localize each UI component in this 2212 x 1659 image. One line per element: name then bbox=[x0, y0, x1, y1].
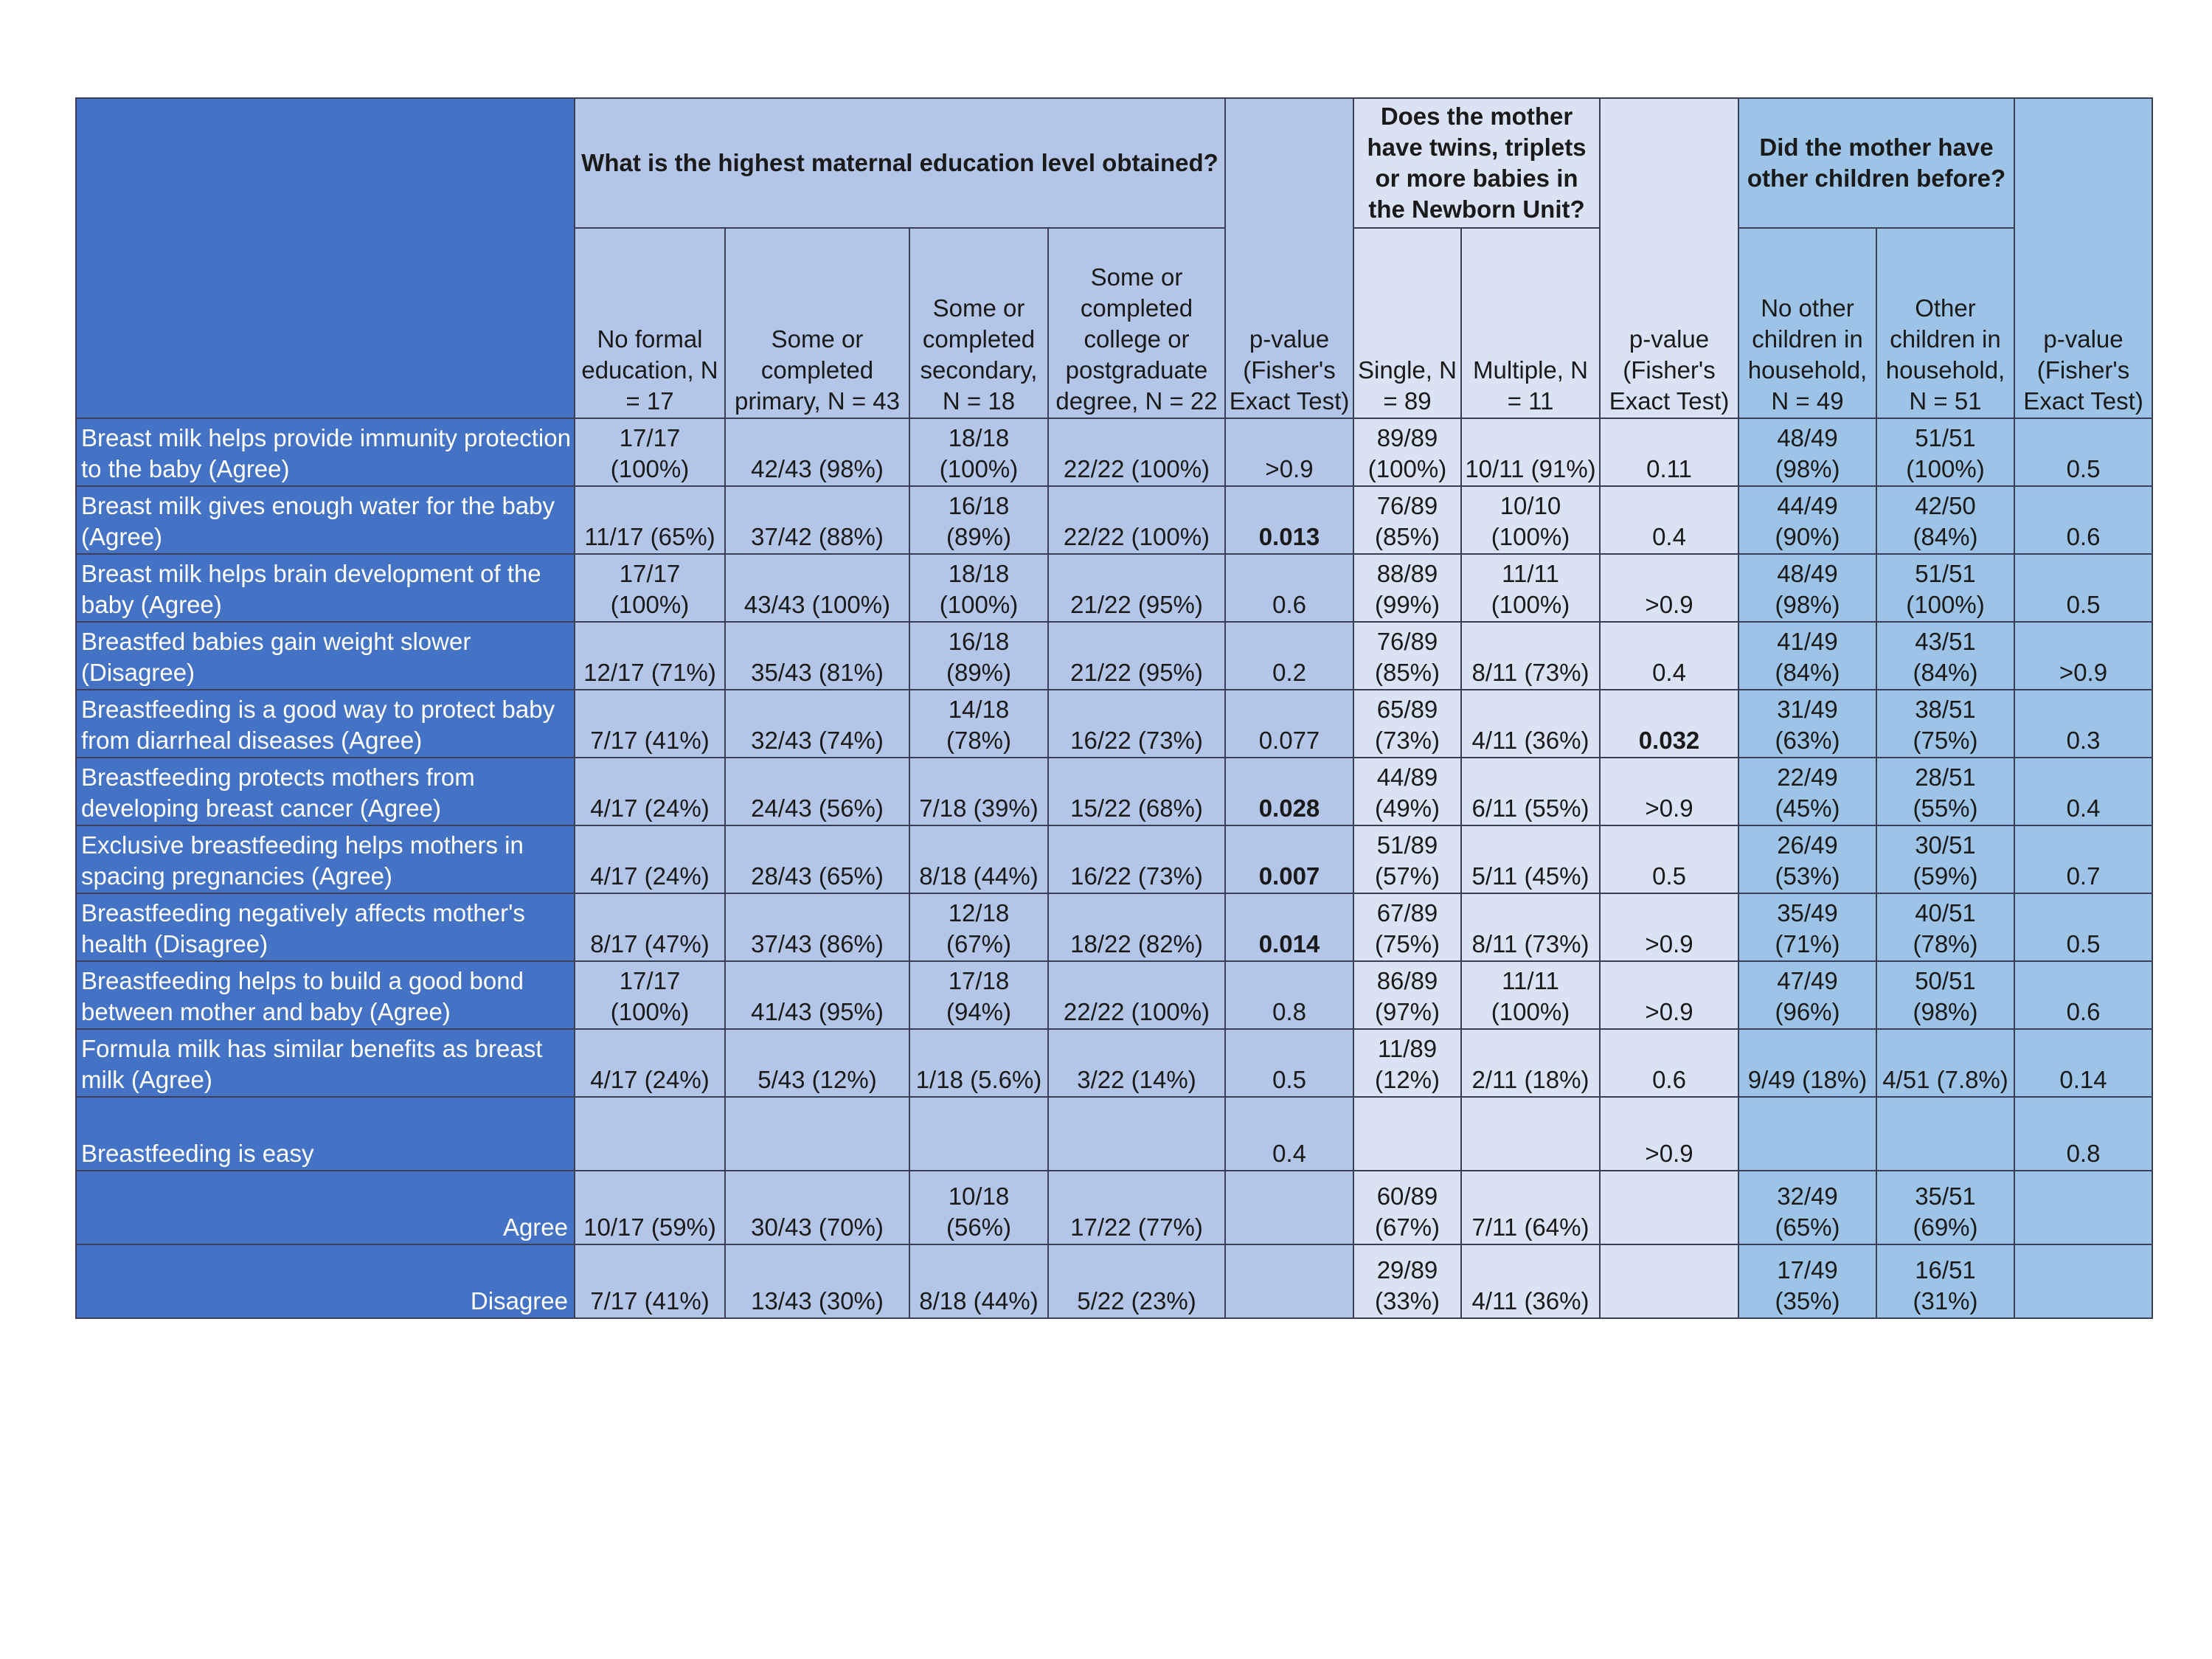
table-row bbox=[76, 825, 2152, 893]
cell-multiple: 11/11 (100%) bbox=[1461, 961, 1600, 1029]
cell-college: 18/22 (82%) bbox=[1048, 893, 1225, 961]
row-label: Breastfeeding is easy bbox=[76, 1097, 575, 1171]
table-row bbox=[76, 1244, 2152, 1318]
p-value-cell-p-other: 0.6 bbox=[2014, 486, 2152, 554]
p-value-cell-p-other: 0.7 bbox=[2014, 825, 2152, 893]
cell-college: 16/22 (73%) bbox=[1048, 825, 1225, 893]
cell-primary: 28/43 (65%) bbox=[725, 825, 909, 893]
cell-multiple: 5/11 (45%) bbox=[1461, 825, 1600, 893]
cell-no-other: 31/49 (63%) bbox=[1738, 690, 1876, 758]
cell-single: 86/89 (97%) bbox=[1353, 961, 1461, 1029]
cell-no-formal: 4/17 (24%) bbox=[575, 758, 725, 825]
cell-secondary: 8/18 (44%) bbox=[909, 1244, 1048, 1318]
col-header-college: Some or completed college or postgraduate degree, N = 22 bbox=[1048, 228, 1225, 418]
p-value-cell-p-other: 0.4 bbox=[2014, 758, 2152, 825]
row-label: Breast milk helps provide immunity protection to the baby (Agree) bbox=[76, 418, 575, 486]
cell-multiple: 4/11 (36%) bbox=[1461, 690, 1600, 758]
p-value-cell-p-other: 0.5 bbox=[2014, 418, 2152, 486]
p-value-cell-p-edu: 0.2 bbox=[1225, 622, 1353, 690]
p-value-cell-p-edu: 0.014 bbox=[1225, 893, 1353, 961]
p-value-cell-p-other: >0.9 bbox=[2014, 622, 2152, 690]
table-row bbox=[76, 486, 2152, 554]
cell-single: 67/89 (75%) bbox=[1353, 893, 1461, 961]
p-value-cell-p-twins: 0.032 bbox=[1600, 690, 1738, 758]
cell-no-formal bbox=[575, 1097, 725, 1171]
p-value-cell-p-edu: 0.077 bbox=[1225, 690, 1353, 758]
cell-no-formal: 11/17 (65%) bbox=[575, 486, 725, 554]
cell-no-formal: 17/17 (100%) bbox=[575, 554, 725, 622]
cell-no-formal: 12/17 (71%) bbox=[575, 622, 725, 690]
cell-college bbox=[1048, 1097, 1225, 1171]
cell-no-formal: 7/17 (41%) bbox=[575, 690, 725, 758]
group-header-twins: Does the mother have twins, triplets or more babies in the Newborn Unit? bbox=[1353, 98, 1600, 228]
cell-single: 11/89 (12%) bbox=[1353, 1029, 1461, 1097]
p-value-cell-p-other: 0.5 bbox=[2014, 893, 2152, 961]
cell-no-formal: 4/17 (24%) bbox=[575, 1029, 725, 1097]
p-value-cell-p-other: 0.8 bbox=[2014, 1097, 2152, 1171]
cell-college: 17/22 (77%) bbox=[1048, 1171, 1225, 1244]
cell-secondary: 1/18 (5.6%) bbox=[909, 1029, 1048, 1097]
p-value-cell-p-twins: 0.6 bbox=[1600, 1029, 1738, 1097]
cell-college: 22/22 (100%) bbox=[1048, 961, 1225, 1029]
col-header-single: Single, N = 89 bbox=[1353, 228, 1461, 418]
cell-other: 50/51 (98%) bbox=[1876, 961, 2014, 1029]
p-value-cell-p-twins: >0.9 bbox=[1600, 893, 1738, 961]
cell-secondary: 12/18 (67%) bbox=[909, 893, 1048, 961]
cell-no-other: 44/49 (90%) bbox=[1738, 486, 1876, 554]
table-row bbox=[76, 758, 2152, 825]
p-value-cell-p-other: 0.5 bbox=[2014, 554, 2152, 622]
cell-other: 16/51 (31%) bbox=[1876, 1244, 2014, 1318]
cell-single bbox=[1353, 1097, 1461, 1171]
table-row bbox=[76, 961, 2152, 1029]
p-value-cell-p-edu: 0.6 bbox=[1225, 554, 1353, 622]
cell-other: 30/51 (59%) bbox=[1876, 825, 2014, 893]
p-value-cell-p-twins bbox=[1600, 1171, 1738, 1244]
cell-single: 76/89 (85%) bbox=[1353, 622, 1461, 690]
row-label: Disagree bbox=[76, 1244, 575, 1318]
cell-no-other: 26/49 (53%) bbox=[1738, 825, 1876, 893]
cell-multiple: 4/11 (36%) bbox=[1461, 1244, 1600, 1318]
col-header-secondary: Some or completed secondary, N = 18 bbox=[909, 228, 1048, 418]
cell-secondary: 18/18 (100%) bbox=[909, 418, 1048, 486]
cell-secondary: 16/18 (89%) bbox=[909, 622, 1048, 690]
p-value-cell-p-twins: >0.9 bbox=[1600, 554, 1738, 622]
col-header-other: Other children in household, N = 51 bbox=[1876, 228, 2014, 418]
cell-primary: 5/43 (12%) bbox=[725, 1029, 909, 1097]
cell-other: 4/51 (7.8%) bbox=[1876, 1029, 2014, 1097]
cell-single: 44/89 (49%) bbox=[1353, 758, 1461, 825]
p-value-cell-p-twins: 0.11 bbox=[1600, 418, 1738, 486]
p-value-cell-p-twins: >0.9 bbox=[1600, 961, 1738, 1029]
cell-secondary: 14/18 (78%) bbox=[909, 690, 1048, 758]
table-row bbox=[76, 690, 2152, 758]
table-body bbox=[76, 418, 2152, 1318]
cell-college: 22/22 (100%) bbox=[1048, 418, 1225, 486]
cell-primary: 32/43 (74%) bbox=[725, 690, 909, 758]
cell-college: 5/22 (23%) bbox=[1048, 1244, 1225, 1318]
row-label: Breast milk helps brain development of the baby (Agree) bbox=[76, 554, 575, 622]
cell-college: 15/22 (68%) bbox=[1048, 758, 1225, 825]
cell-multiple bbox=[1461, 1097, 1600, 1171]
cell-primary: 30/43 (70%) bbox=[725, 1171, 909, 1244]
cell-no-other: 22/49 (45%) bbox=[1738, 758, 1876, 825]
cell-no-other: 35/49 (71%) bbox=[1738, 893, 1876, 961]
cell-college: 3/22 (14%) bbox=[1048, 1029, 1225, 1097]
cell-other: 28/51 (55%) bbox=[1876, 758, 2014, 825]
p-value-cell-p-edu bbox=[1225, 1171, 1353, 1244]
cell-secondary bbox=[909, 1097, 1048, 1171]
cell-college: 21/22 (95%) bbox=[1048, 554, 1225, 622]
cell-multiple: 10/11 (91%) bbox=[1461, 418, 1600, 486]
p-value-cell-p-edu: 0.013 bbox=[1225, 486, 1353, 554]
p-value-cell-p-edu: 0.028 bbox=[1225, 758, 1353, 825]
row-label: Breastfeeding helps to build a good bond between mother and baby (Agree) bbox=[76, 961, 575, 1029]
cell-primary: 37/43 (86%) bbox=[725, 893, 909, 961]
p-value-cell-p-edu: 0.8 bbox=[1225, 961, 1353, 1029]
row-label: Breastfeeding is a good way to protect baby from diarrheal diseases (Agree) bbox=[76, 690, 575, 758]
p-value-cell-p-edu: 0.4 bbox=[1225, 1097, 1353, 1171]
cell-single: 51/89 (57%) bbox=[1353, 825, 1461, 893]
results-table bbox=[75, 97, 2153, 1319]
p-value-cell-p-other: 0.3 bbox=[2014, 690, 2152, 758]
cell-other bbox=[1876, 1097, 2014, 1171]
cell-other: 43/51 (84%) bbox=[1876, 622, 2014, 690]
cell-no-other: 48/49 (98%) bbox=[1738, 554, 1876, 622]
cell-primary: 35/43 (81%) bbox=[725, 622, 909, 690]
row-label: Breastfeeding protects mothers from developing breast cancer (Agree) bbox=[76, 758, 575, 825]
cell-multiple: 11/11 (100%) bbox=[1461, 554, 1600, 622]
cell-no-formal: 17/17 (100%) bbox=[575, 418, 725, 486]
cell-secondary: 16/18 (89%) bbox=[909, 486, 1048, 554]
row-label: Exclusive breastfeeding helps mothers in spacing pregnancies (Agree) bbox=[76, 825, 575, 893]
col-header-no-other: No other children in household, N = 49 bbox=[1738, 228, 1876, 418]
cell-no-formal: 17/17 (100%) bbox=[575, 961, 725, 1029]
cell-no-other: 17/49 (35%) bbox=[1738, 1244, 1876, 1318]
col-header-multiple: Multiple, N = 11 bbox=[1461, 228, 1600, 418]
cell-single: 76/89 (85%) bbox=[1353, 486, 1461, 554]
p-value-cell-p-other: 0.14 bbox=[2014, 1029, 2152, 1097]
p-value-cell-p-edu: >0.9 bbox=[1225, 418, 1353, 486]
table-row bbox=[76, 554, 2152, 622]
row-label: Breast milk gives enough water for the baby (Agree) bbox=[76, 486, 575, 554]
table-row bbox=[76, 418, 2152, 486]
cell-primary: 41/43 (95%) bbox=[725, 961, 909, 1029]
cell-single: 60/89 (67%) bbox=[1353, 1171, 1461, 1244]
table-row bbox=[76, 1171, 2152, 1244]
cell-primary: 43/43 (100%) bbox=[725, 554, 909, 622]
col-header-p-other: p-value (Fisher's Exact Test) bbox=[2014, 98, 2152, 418]
cell-single: 88/89 (99%) bbox=[1353, 554, 1461, 622]
cell-primary bbox=[725, 1097, 909, 1171]
table-row bbox=[76, 1029, 2152, 1097]
col-header-no-formal: No formal education, N = 17 bbox=[575, 228, 725, 418]
row-label: Formula milk has similar benefits as breast milk (Agree) bbox=[76, 1029, 575, 1097]
row-label: Agree bbox=[76, 1171, 575, 1244]
cell-secondary: 7/18 (39%) bbox=[909, 758, 1048, 825]
cell-secondary: 10/18 (56%) bbox=[909, 1171, 1048, 1244]
cell-no-other: 47/49 (96%) bbox=[1738, 961, 1876, 1029]
cell-multiple: 2/11 (18%) bbox=[1461, 1029, 1600, 1097]
corner-header-cell bbox=[76, 98, 575, 418]
col-header-p-twins: p-value (Fisher's Exact Test) bbox=[1600, 98, 1738, 418]
cell-no-formal: 7/17 (41%) bbox=[575, 1244, 725, 1318]
cell-other: 51/51 (100%) bbox=[1876, 554, 2014, 622]
cell-secondary: 17/18 (94%) bbox=[909, 961, 1048, 1029]
p-value-cell-p-twins: 0.4 bbox=[1600, 486, 1738, 554]
cell-other: 38/51 (75%) bbox=[1876, 690, 2014, 758]
cell-no-formal: 4/17 (24%) bbox=[575, 825, 725, 893]
p-value-cell-p-edu bbox=[1225, 1244, 1353, 1318]
cell-multiple: 6/11 (55%) bbox=[1461, 758, 1600, 825]
cell-multiple: 8/11 (73%) bbox=[1461, 893, 1600, 961]
cell-other: 51/51 (100%) bbox=[1876, 418, 2014, 486]
cell-college: 16/22 (73%) bbox=[1048, 690, 1225, 758]
p-value-cell-p-twins: >0.9 bbox=[1600, 1097, 1738, 1171]
cell-no-formal: 8/17 (47%) bbox=[575, 893, 725, 961]
cell-multiple: 10/10 (100%) bbox=[1461, 486, 1600, 554]
cell-other: 35/51 (69%) bbox=[1876, 1171, 2014, 1244]
row-label: Breastfed babies gain weight slower (Disagree) bbox=[76, 622, 575, 690]
cell-secondary: 8/18 (44%) bbox=[909, 825, 1048, 893]
p-value-cell-p-twins: 0.4 bbox=[1600, 622, 1738, 690]
p-value-cell-p-other: 0.6 bbox=[2014, 961, 2152, 1029]
cell-multiple: 7/11 (64%) bbox=[1461, 1171, 1600, 1244]
cell-no-formal: 10/17 (59%) bbox=[575, 1171, 725, 1244]
cell-primary: 24/43 (56%) bbox=[725, 758, 909, 825]
cell-single: 29/89 (33%) bbox=[1353, 1244, 1461, 1318]
p-value-cell-p-other bbox=[2014, 1244, 2152, 1318]
p-value-cell-p-edu: 0.5 bbox=[1225, 1029, 1353, 1097]
p-value-cell-p-twins: >0.9 bbox=[1600, 758, 1738, 825]
cell-no-other: 41/49 (84%) bbox=[1738, 622, 1876, 690]
p-value-cell-p-other bbox=[2014, 1171, 2152, 1244]
group-header-education: What is the highest maternal education level obtained? bbox=[575, 98, 1225, 228]
cell-multiple: 8/11 (73%) bbox=[1461, 622, 1600, 690]
cell-single: 65/89 (73%) bbox=[1353, 690, 1461, 758]
cell-no-other bbox=[1738, 1097, 1876, 1171]
table-row bbox=[76, 1097, 2152, 1171]
cell-other: 42/50 (84%) bbox=[1876, 486, 2014, 554]
row-label: Breastfeeding negatively affects mother's health (Disagree) bbox=[76, 893, 575, 961]
p-value-cell-p-edu: 0.007 bbox=[1225, 825, 1353, 893]
cell-other: 40/51 (78%) bbox=[1876, 893, 2014, 961]
col-header-primary: Some or completed primary, N = 43 bbox=[725, 228, 909, 418]
cell-no-other: 9/49 (18%) bbox=[1738, 1029, 1876, 1097]
cell-college: 21/22 (95%) bbox=[1048, 622, 1225, 690]
col-header-p-edu: p-value (Fisher's Exact Test) bbox=[1225, 98, 1353, 418]
p-value-cell-p-twins: 0.5 bbox=[1600, 825, 1738, 893]
group-header-other-children: Did the mother have other children before? bbox=[1738, 98, 2014, 228]
cell-no-other: 48/49 (98%) bbox=[1738, 418, 1876, 486]
cell-no-other: 32/49 (65%) bbox=[1738, 1171, 1876, 1244]
cell-secondary: 18/18 (100%) bbox=[909, 554, 1048, 622]
cell-college: 22/22 (100%) bbox=[1048, 486, 1225, 554]
cell-single: 89/89 (100%) bbox=[1353, 418, 1461, 486]
cell-primary: 13/43 (30%) bbox=[725, 1244, 909, 1318]
table-row bbox=[76, 893, 2152, 961]
p-value-cell-p-twins bbox=[1600, 1244, 1738, 1318]
table-row bbox=[76, 622, 2152, 690]
cell-primary: 42/43 (98%) bbox=[725, 418, 909, 486]
cell-primary: 37/42 (88%) bbox=[725, 486, 909, 554]
